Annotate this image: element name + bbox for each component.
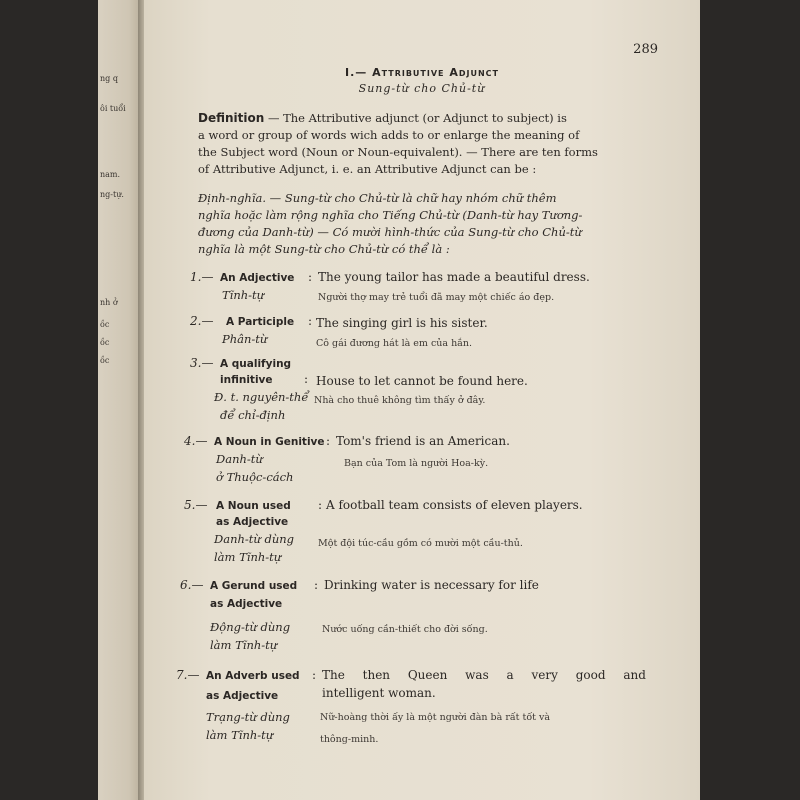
item-vn-label: Danh-từ dùng <box>214 532 294 546</box>
left-page-fragment: nh ở <box>100 298 118 307</box>
item-translation: Bạn của Tom là người Hoa-kỳ. <box>344 458 489 469</box>
vn-definition-line: nghĩa là một Sung-từ cho Chủ-từ có thể là : <box>198 242 450 256</box>
item-vn-label: Tĩnh-tự <box>222 288 265 302</box>
item-number: 1.— <box>190 270 214 284</box>
definition-line: a word or group of words wich adds to or enlarge the meaning of <box>198 128 580 142</box>
item-example: Drinking water is necessary for life <box>324 578 539 592</box>
item-example: The then Queen was a very good and <box>322 668 646 682</box>
item-number: 2.— <box>190 314 214 328</box>
item-vn-label: làm Tĩnh-tự <box>206 728 274 742</box>
definition-paragraph <box>198 110 628 178</box>
section-title: I.— Attributive Adjunct <box>344 66 499 79</box>
item-vn-label: Phân-từ <box>222 332 268 346</box>
vn-definition-line: Định-nghĩa. — Sung-từ cho Chủ-từ là chữ hay nhóm chữ thêm <box>198 191 557 205</box>
left-page-fragment: ồc <box>100 338 110 347</box>
item-translation: Nhà cho thuê không tìm thấy ở đây. <box>314 395 486 406</box>
item-number: 6.— <box>180 578 204 592</box>
left-page-fragment: ồc <box>100 356 110 365</box>
item-colon: : <box>304 372 309 386</box>
item-label: A Participle <box>226 316 295 328</box>
item-label: An Adjective <box>220 272 295 284</box>
section-subtitle: Sung-từ cho Chủ-từ <box>358 82 486 95</box>
item-translation: Nước uống cần-thiết cho đời sống. <box>322 624 488 635</box>
left-page-fragment: ng q <box>100 74 118 83</box>
item-example: A football team consists of eleven players. <box>326 498 583 512</box>
item-colon: : <box>308 314 313 328</box>
item-vn-label: Danh-từ <box>216 452 263 466</box>
item-vn-label: làm Tĩnh-tự <box>214 550 282 564</box>
item-colon: : <box>318 498 323 512</box>
item-number: 7.— <box>176 668 200 682</box>
item-translation: Cô gái đương hát là em của hắn. <box>316 338 472 349</box>
item-vn-label: Đ. t. nguyên-thể <box>214 390 309 404</box>
item-label: as Adjective <box>206 690 279 702</box>
item-vn-label: làm Tĩnh-tự <box>210 638 278 652</box>
definition-line: the Subject word (Noun or Noun-equivalent). — There are ten forms <box>198 145 598 159</box>
item-number: 3.— <box>190 356 214 370</box>
item-vn-label: ở Thuộc-cách <box>216 470 294 484</box>
item-label: A Gerund used <box>210 580 298 592</box>
item-label: A Noun in Genitive <box>214 436 325 448</box>
item-colon: : <box>308 270 313 284</box>
item-translation: Người thợ may trẻ tuổi đã may một chiếc áo đẹp. <box>318 292 555 303</box>
definition-line: of Attributive Adjunct, i. e. an Attributive Adjunct can be : <box>198 162 537 176</box>
item-label: A Noun used <box>216 500 291 512</box>
item-example: House to let cannot be found here. <box>316 374 528 388</box>
left-page-fragment: nam. <box>100 170 121 179</box>
item-label: A qualifying <box>220 358 292 370</box>
item-colon: : <box>314 578 319 592</box>
item-colon: : <box>326 434 331 448</box>
left-page-fragment: ng-tự. <box>100 190 124 199</box>
item-label: infinitive <box>220 374 273 386</box>
vn-definition-line: nghĩa hoặc làm rộng nghĩa cho Tiếng Chủ-từ (Danh-từ hay Tương- <box>198 208 583 222</box>
item-example: The young tailor has made a beautiful dress. <box>318 270 590 284</box>
item-translation: Nữ-hoàng thời ấy là một người đàn bà rất tốt và <box>320 712 551 723</box>
item-label: An Adverb used <box>206 670 300 682</box>
item-colon: : <box>312 668 317 682</box>
item-example: intelligent woman. <box>322 686 436 700</box>
item-vn-label: Động-từ dùng <box>210 620 291 634</box>
item-label: as Adjective <box>210 598 283 610</box>
vn-definition-paragraph <box>198 190 628 258</box>
page-number: 289 <box>633 42 658 57</box>
definition-head: Definition <box>198 111 265 125</box>
left-page-fragment: ồc <box>100 320 110 329</box>
item-example: The singing girl is his sister. <box>316 316 488 330</box>
left-page-fragment: ôi tuổi <box>100 104 126 113</box>
definition-line: — The Attributive adjunct (or Adjunct to subject) is <box>264 111 567 125</box>
item-translation: Một đội túc-cầu gồm có mười một cầu-thủ. <box>318 538 523 549</box>
item-label: as Adjective <box>216 516 289 528</box>
item-translation: thông-minh. <box>320 734 379 745</box>
vn-definition-line: đương của Danh-từ) — Có mười hình-thức của Sung-từ cho Chủ-từ <box>198 225 582 239</box>
item-number: 4.— <box>184 434 208 448</box>
item-number: 5.— <box>184 498 208 512</box>
book-page <box>144 0 700 800</box>
item-vn-label: Trạng-từ dùng <box>206 710 290 724</box>
item-vn-label: để chỉ-định <box>220 408 286 422</box>
item-example: Tom's friend is an American. <box>336 434 510 448</box>
left-page-edge <box>98 0 142 800</box>
